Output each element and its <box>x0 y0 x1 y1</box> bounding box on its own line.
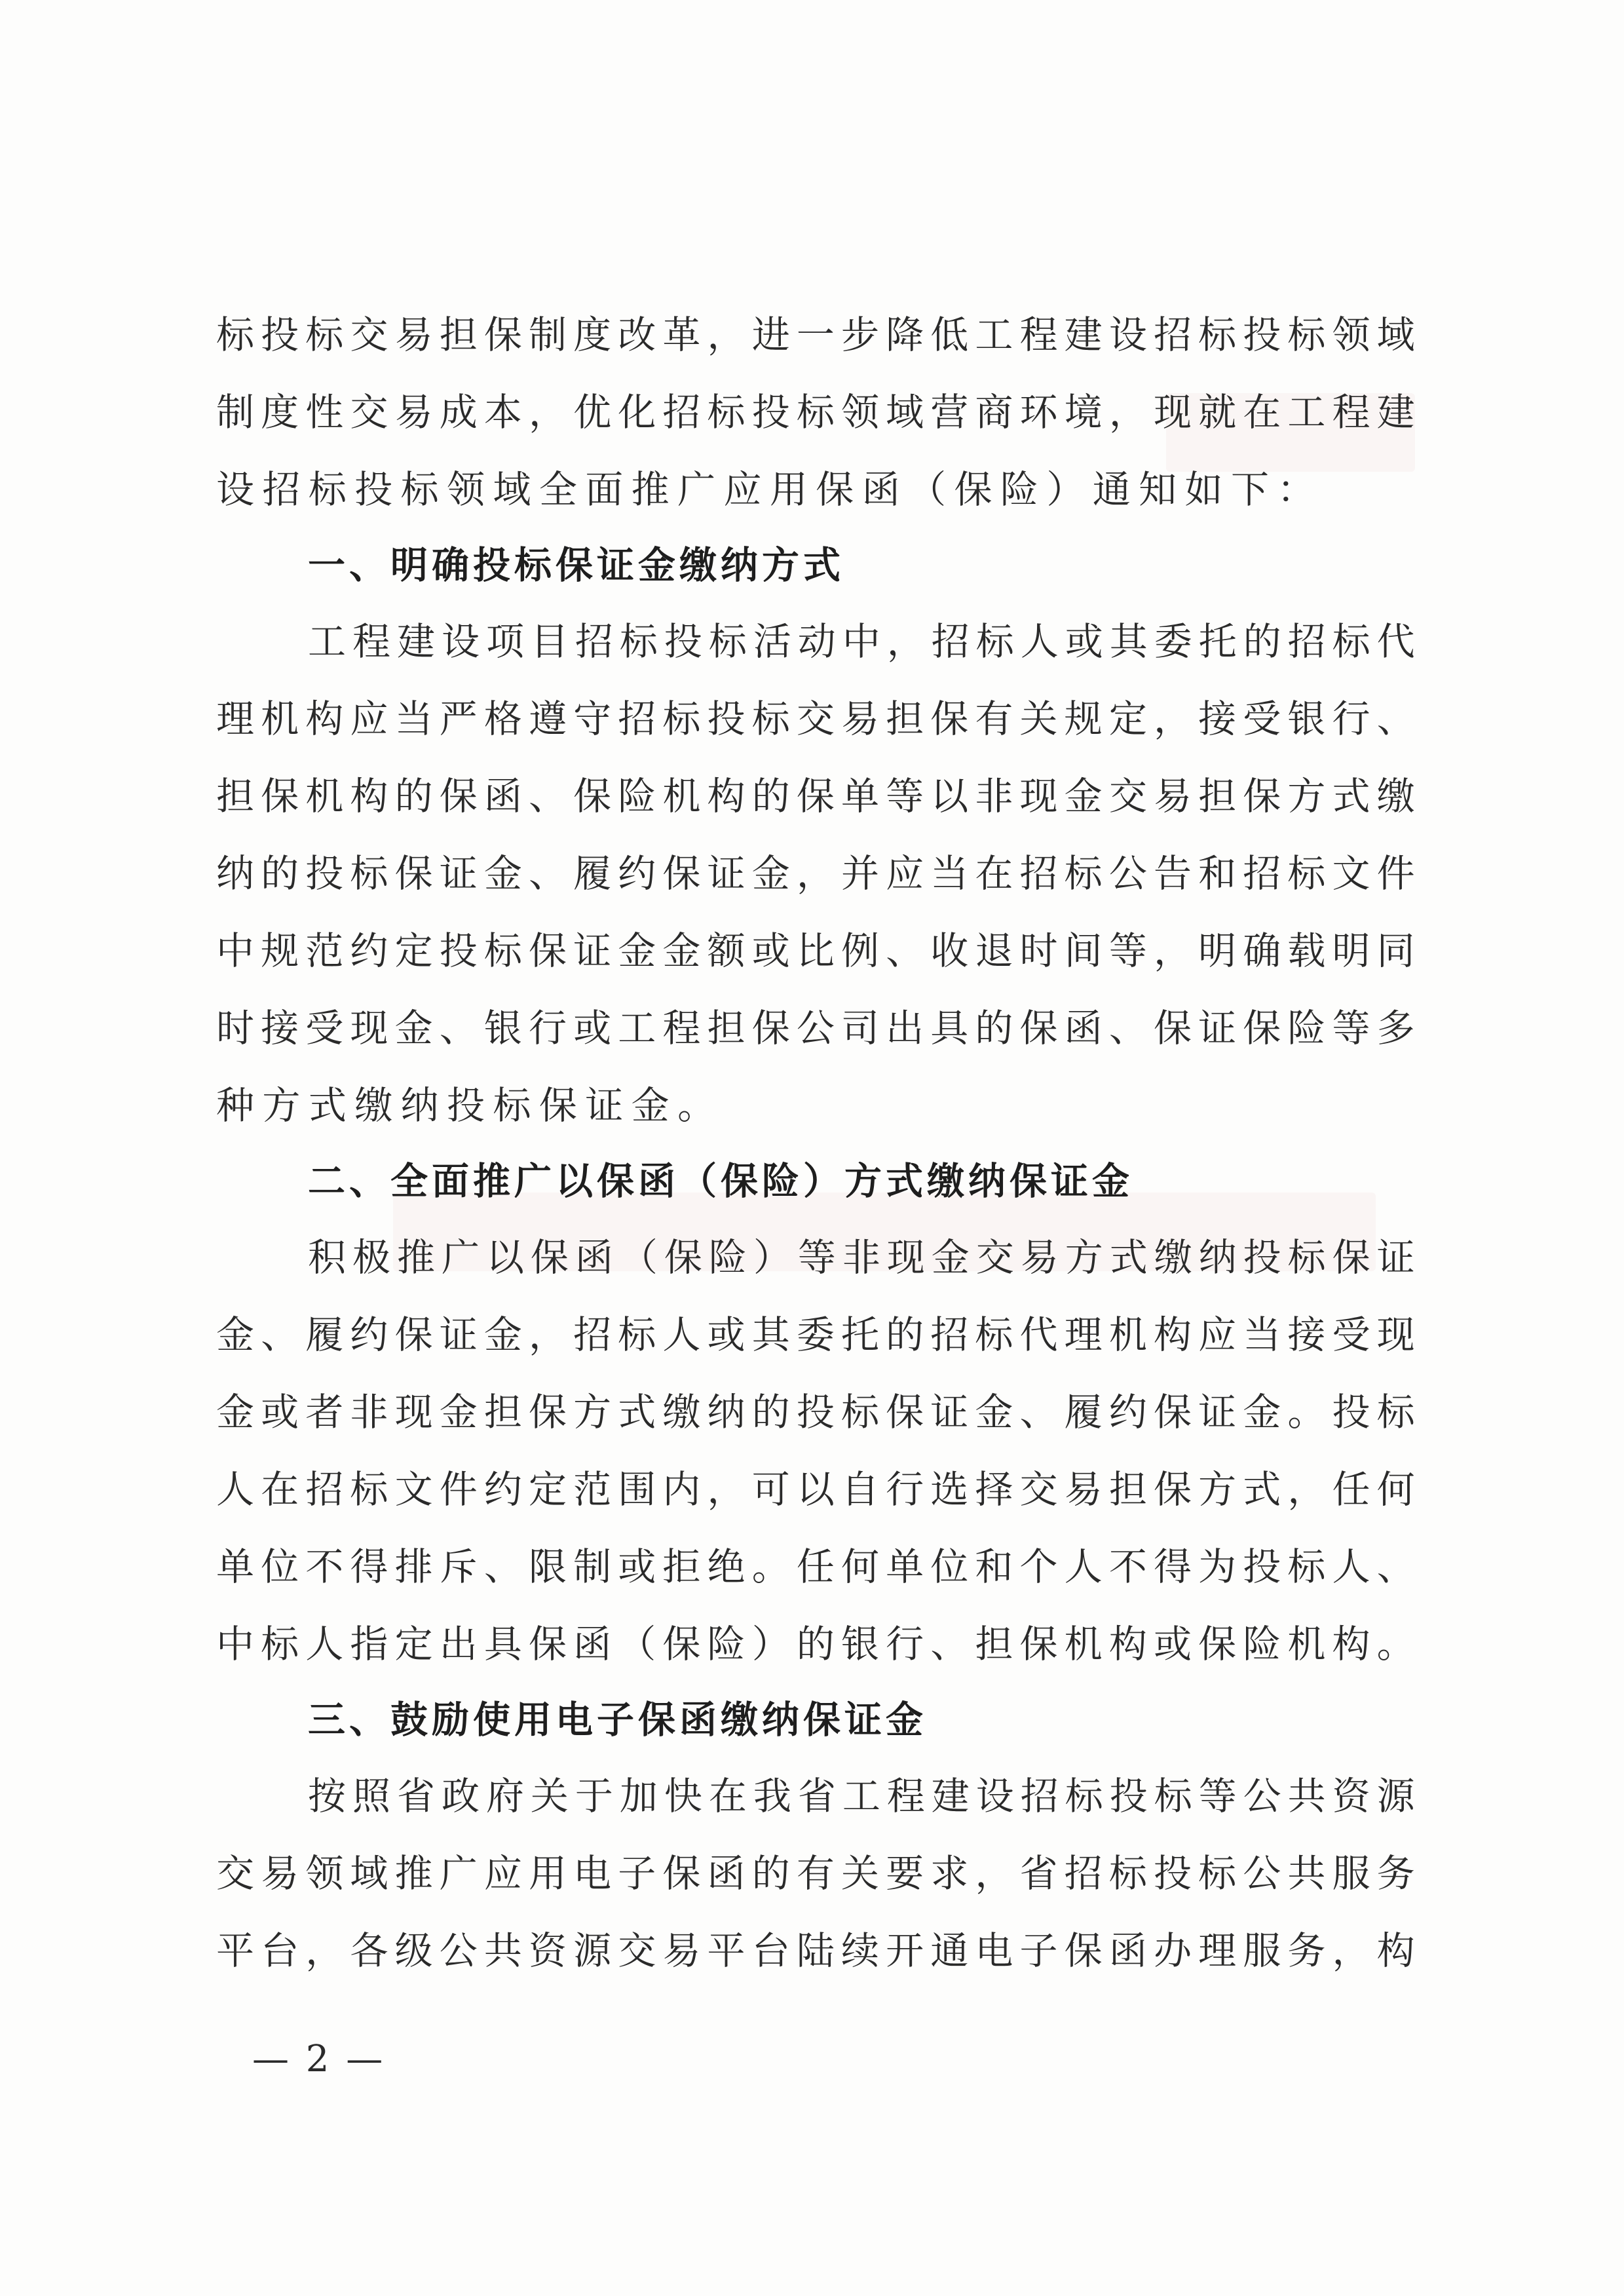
paragraph-line: 金 、 履 约 保 证 金 ， 招 标 人 或 其 委 托 的 招 标 代 理 机 构 应 当 接 受 现 <box>216 1312 1415 1357</box>
paragraph-line: 中 标 人 指 定 出 具 保 函 （ 保 险 ） 的 银 行 、 担 保 机 构 或 保 险 机 构 。 <box>216 1622 1415 1666</box>
paragraph-line: 中 规 范 约 定 投 标 保 证 金 金 额 或 比 例 、 收 退 时 间 等 ， 明 确 载 明 同 <box>216 928 1415 973</box>
paragraph-line: 制 度 性 交 易 成 本 ， 优 化 招 标 投 标 领 域 营 商 环 境 ， 现 就 在 工 程 建 <box>216 390 1415 434</box>
paragraph-line: 工 程 建 设 项 目 招 标 投 标 活 动 中 ， 招 标 人 或 其 委 托 的 招 标 代 <box>308 619 1415 664</box>
section-heading-2: 二、全面推广以保函（保险）方式缴纳保证金 <box>308 1160 1133 1203</box>
paragraph-line: 单 位 不 得 排 斥 、 限 制 或 拒 绝 。 任 何 单 位 和 个 人 不 得 为 投 标 人 、 <box>216 1544 1415 1589</box>
paragraph-line: 设 招 标 投 标 领 域 全 面 推 广 应 用 保 函 （ 保 险 ） 通 知 如 下 ： <box>216 467 1315 512</box>
paragraph-line: 平 台 ， 各 级 公 共 资 源 交 易 平 台 陆 续 开 通 电 子 保 函 办 理 服 务 ， 构 <box>216 1928 1415 1973</box>
paragraph-line: 担 保 机 构 的 保 函 、 保 险 机 构 的 保 单 等 以 非 现 金 交 易 担 保 方 式 缴 <box>216 774 1415 818</box>
paragraph-line: 纳 的 投 标 保 证 金 、 履 约 保 证 金 ， 并 应 当 在 招 标 公 告 和 招 标 文 件 <box>216 851 1415 896</box>
paragraph-line: 金 或 者 非 现 金 担 保 方 式 缴 纳 的 投 标 保 证 金 、 履 约 保 证 金 。 投 标 <box>216 1390 1415 1434</box>
page-number: — 2 — <box>252 2038 386 2080</box>
paragraph-line: 积 极 推 广 以 保 函 （ 保 险 ） 等 非 现 金 交 易 方 式 缴 纳 投 标 保 证 <box>308 1235 1415 1280</box>
paragraph-line: 种 方 式 缴 纳 投 标 保 证 金 。 <box>216 1083 716 1128</box>
paragraph-line: 人 在 招 标 文 件 约 定 范 围 内 ， 可 以 自 行 选 择 交 易 担 保 方 式 ， 任 何 <box>216 1467 1415 1512</box>
paragraph-line: 标 投 标 交 易 担 保 制 度 改 革 ， 进 一 步 降 低 工 程 建 设 招 标 投 标 领 域 <box>216 313 1415 357</box>
paragraph-line: 理 机 构 应 当 严 格 遵 守 招 标 投 标 交 易 担 保 有 关 规 定 ， 接 受 银 行 、 <box>216 697 1415 741</box>
section-heading-1: 一、明确投标保证金缴纳方式 <box>308 544 844 587</box>
paragraph-line: 时 接 受 现 金 、 银 行 或 工 程 担 保 公 司 出 具 的 保 函 、 保 证 保 险 等 多 <box>216 1006 1415 1050</box>
paragraph-line: 按 照 省 政 府 关 于 加 快 在 我 省 工 程 建 设 招 标 投 标 等 公 共 资 源 <box>308 1774 1415 1818</box>
section-heading-3: 三、鼓励使用电子保函缴纳保证金 <box>308 1698 927 1742</box>
paragraph-line: 交 易 领 域 推 广 应 用 电 子 保 函 的 有 关 要 求 ， 省 招 标 投 标 公 共 服 务 <box>216 1851 1415 1896</box>
